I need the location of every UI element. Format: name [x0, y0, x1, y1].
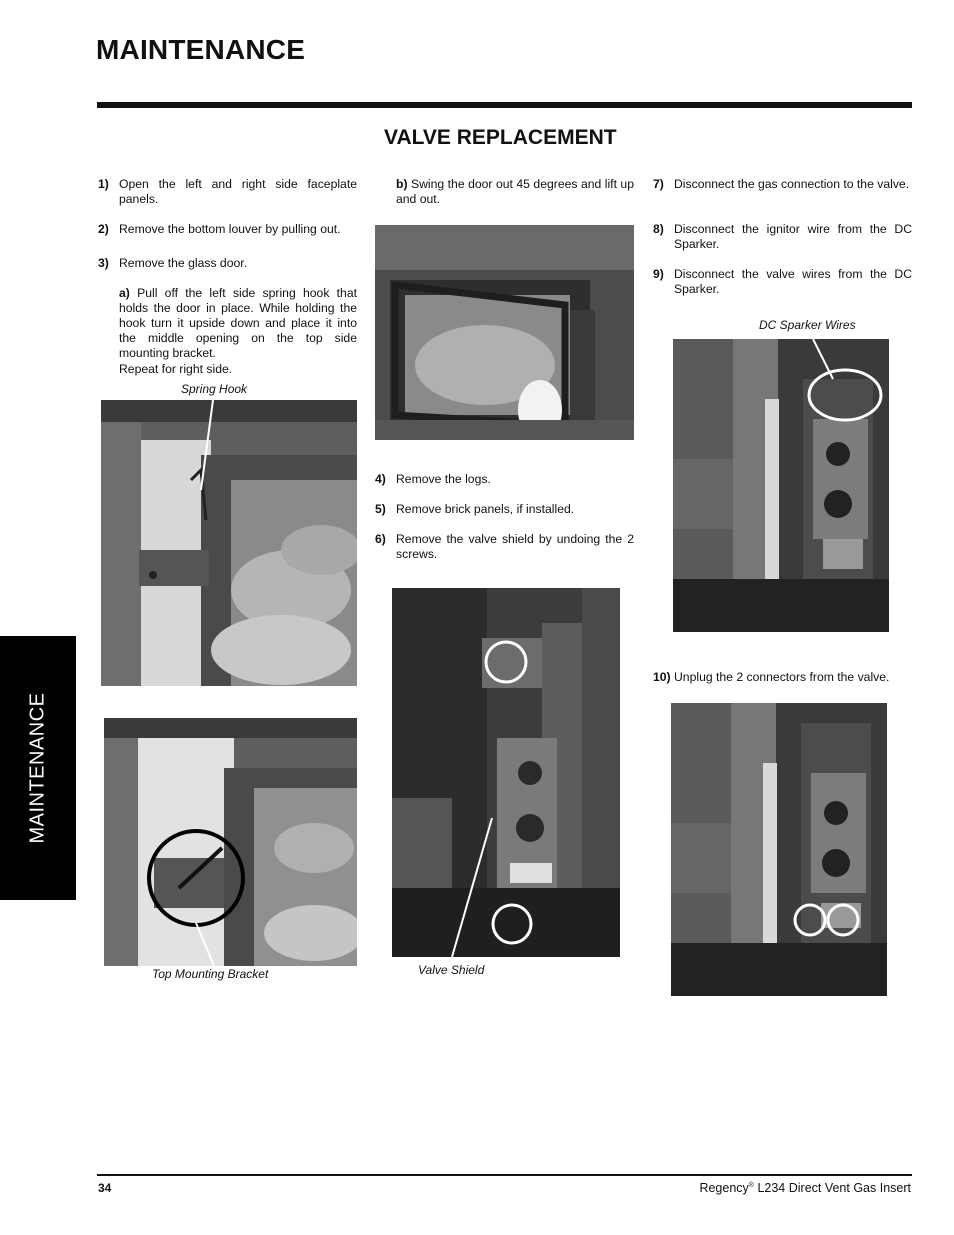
step-text: Disconnect the valve wires from the DC Sparker. [674, 267, 912, 296]
step-text: Remove the bottom louver by pulling out. [119, 222, 341, 236]
step-text: Open the left and right side faceplate panels. [119, 177, 357, 206]
substep-text-repeat: Repeat for right side. [119, 362, 233, 376]
step-number: 1) [98, 177, 109, 191]
footer-brand: Regency [699, 1181, 749, 1195]
photo-dc-sparker-wires [673, 339, 889, 632]
step-number: 8) [653, 222, 664, 236]
caption-spring-hook: Spring Hook [181, 382, 248, 396]
substep-text: Pull off the left side spring hook that holds the door in place. While holding the hook turn it upside down and place it into the middle opening on the top side mounting bracket. [119, 286, 357, 360]
step-text: Unplug the 2 connectors from the valve. [674, 670, 890, 684]
photo-swing-door [375, 225, 634, 440]
caption-top-mounting-bracket: Top Mounting Bracket [152, 967, 269, 981]
step-text: Disconnect the gas connection to the valve. [674, 177, 910, 191]
step-number: 5) [375, 502, 386, 516]
photo-spring-hook [101, 400, 357, 686]
step-3 [98, 256, 357, 271]
step-2 [98, 222, 357, 237]
footer-product [699, 1181, 911, 1195]
step-8 [653, 222, 912, 252]
step-5 [375, 502, 634, 517]
step-7 [653, 177, 912, 192]
substep-b [396, 177, 634, 207]
step-number: 4) [375, 472, 386, 486]
registered-mark: ® [748, 1181, 754, 1189]
substep-text: Swing the door out 45 degrees and lift up and out. [396, 177, 634, 206]
step-9 [653, 267, 912, 297]
side-tab [0, 636, 76, 900]
footer-product-name: L234 Direct Vent Gas Insert [753, 1181, 911, 1195]
step-10 [653, 670, 912, 685]
photo-valve-connectors [671, 703, 887, 996]
step-6 [375, 532, 634, 562]
step-number: 10) [653, 670, 671, 684]
step-number: 9) [653, 267, 664, 281]
step-text: Remove the glass door. [119, 256, 248, 270]
caption-dc-sparker-wires: DC Sparker Wires [759, 318, 856, 332]
side-tab-label: MAINTENANCE [26, 692, 49, 844]
step-text: Remove the valve shield by undoing the 2 screws. [396, 532, 634, 561]
step-4 [375, 472, 634, 487]
step-text: Disconnect the ignitor wire from the DC Sparker. [674, 222, 912, 251]
step-text: Remove the logs. [396, 472, 491, 486]
section-title: VALVE REPLACEMENT [384, 126, 617, 149]
step-number: 3) [98, 256, 109, 270]
footer-divider [97, 1174, 912, 1176]
step-number: 6) [375, 532, 386, 546]
top-divider [97, 102, 912, 108]
step-number: 7) [653, 177, 664, 191]
step-text: Remove brick panels, if installed. [396, 502, 575, 516]
substep-a [119, 286, 357, 377]
step-1 [98, 177, 357, 207]
photo-valve-shield [392, 588, 620, 957]
photo-top-mounting-bracket [104, 718, 357, 966]
step-number: 2) [98, 222, 109, 236]
page-title: MAINTENANCE [96, 34, 306, 65]
caption-valve-shield: Valve Shield [418, 963, 485, 977]
substep-label: a) [119, 286, 130, 300]
substep-label: b) [396, 177, 408, 191]
page-number: 34 [98, 1181, 112, 1195]
